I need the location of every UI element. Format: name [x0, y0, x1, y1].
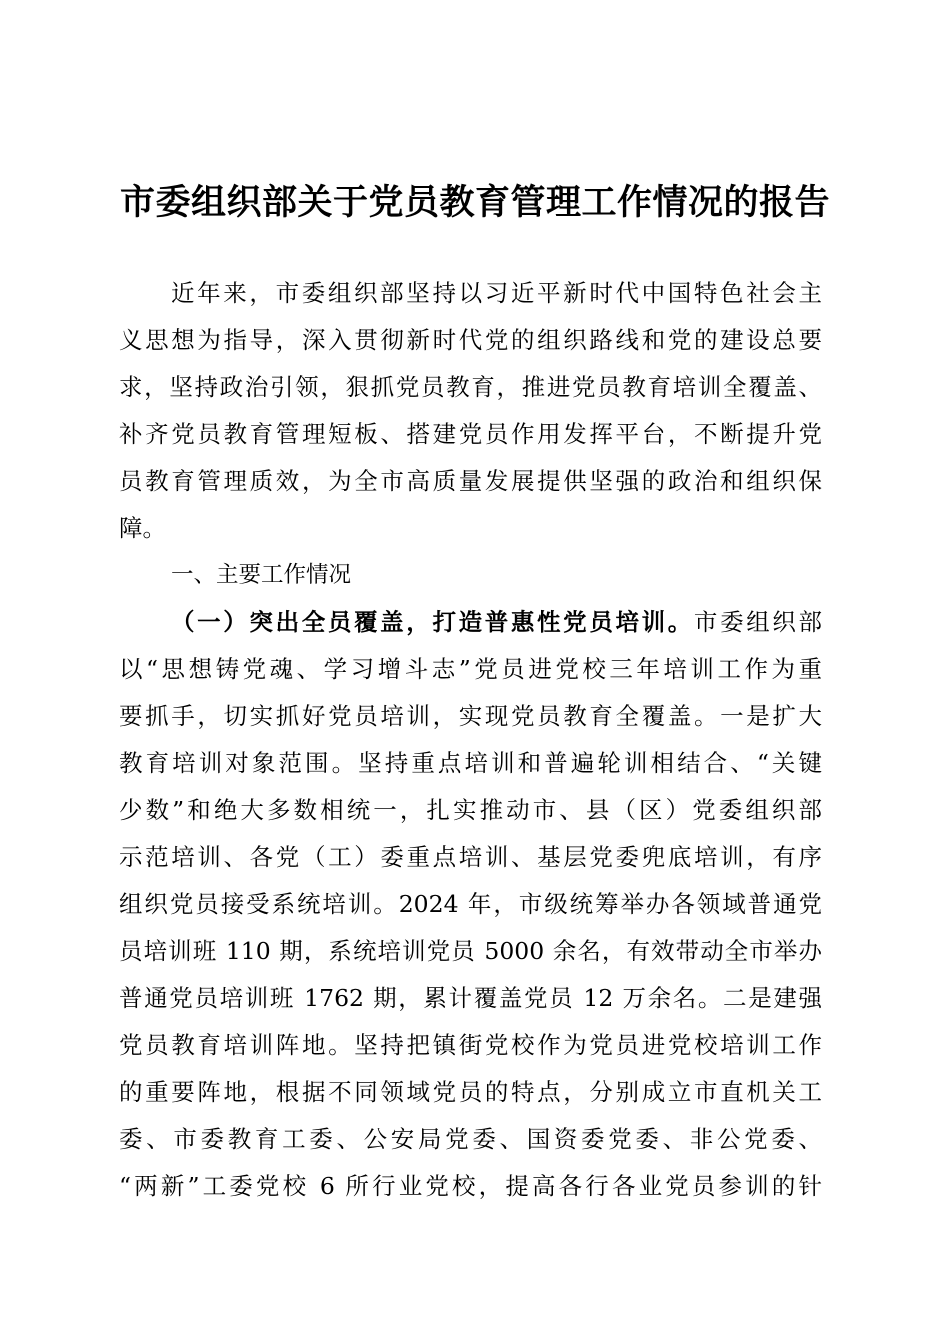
sub1-line-5: 少数”和绝大多数相统一，扎实推动市、县（区）党委组织部	[119, 796, 822, 824]
subsection-first-line	[119, 599, 822, 646]
document-body	[119, 270, 822, 1210]
sub1-line-10: 党员教育培训阵地。坚持把镇街党校作为党员进党校培训工作	[119, 1031, 822, 1059]
sub1-line-12: 委、市委教育工委、公安局党委、国资委党委、非公党委、	[119, 1125, 822, 1153]
intro-line-4: 补齐党员教育管理短板、搭建党员作用发挥平台，不断提升党	[119, 420, 822, 448]
intro-line-2: 义思想为指导，深入贯彻新时代党的组织路线和党的建设总要	[119, 326, 822, 354]
sub1-line-2: 以“思想铸党魂、学习增斗志”党员进党校三年培训工作为重	[119, 655, 822, 683]
intro-line-6: 障。	[119, 514, 166, 542]
sub1-line-1: 市委组织部	[693, 608, 823, 636]
sub1-line-13: “两新”工委党校 6 所行业党校，提高各行各业党员参训的针	[119, 1172, 822, 1200]
document-title: 市委组织部关于党员教育管理工作情况的报告	[119, 182, 830, 223]
intro-line-1: 近年来，市委组织部坚持以习近平新时代中国特色社会主	[171, 279, 822, 307]
sub1-line-6: 示范培训、各党（工）委重点培训、基层党委兜底培训，有序	[119, 843, 822, 871]
sub1-line-3: 要抓手，切实抓好党员培训，实现党员教育全覆盖。一是扩大	[119, 702, 822, 730]
intro-line-3: 求，坚持政治引领，狠抓党员教育，推进党员教育培训全覆盖、	[119, 373, 822, 401]
sub1-line-7: 组织党员接受系统培训。2024 年，市级统筹举办各领域普通党	[119, 890, 822, 918]
sub1-line-11: 的重要阵地，根据不同领域党员的特点，分别成立市直机关工	[119, 1078, 822, 1106]
subsection-heading-1: （一）突出全员覆盖，打造普惠性党员培训。	[171, 608, 694, 636]
sub1-line-9: 普通党员培训班 1762 期，累计覆盖党员 12 万余名。二是建强	[119, 984, 822, 1012]
sub1-line-8: 员培训班 110 期，系统培训党员 5000 余名，有效带动全市举办	[119, 937, 822, 965]
sub1-line-4: 教育培训对象范围。坚持重点培训和普遍轮训相结合、“关键	[119, 749, 822, 777]
intro-line-5: 员教育管理质效，为全市高质量发展提供坚强的政治和组织保	[119, 467, 822, 495]
section-heading-1: 一、主要工作情况	[171, 562, 352, 588]
